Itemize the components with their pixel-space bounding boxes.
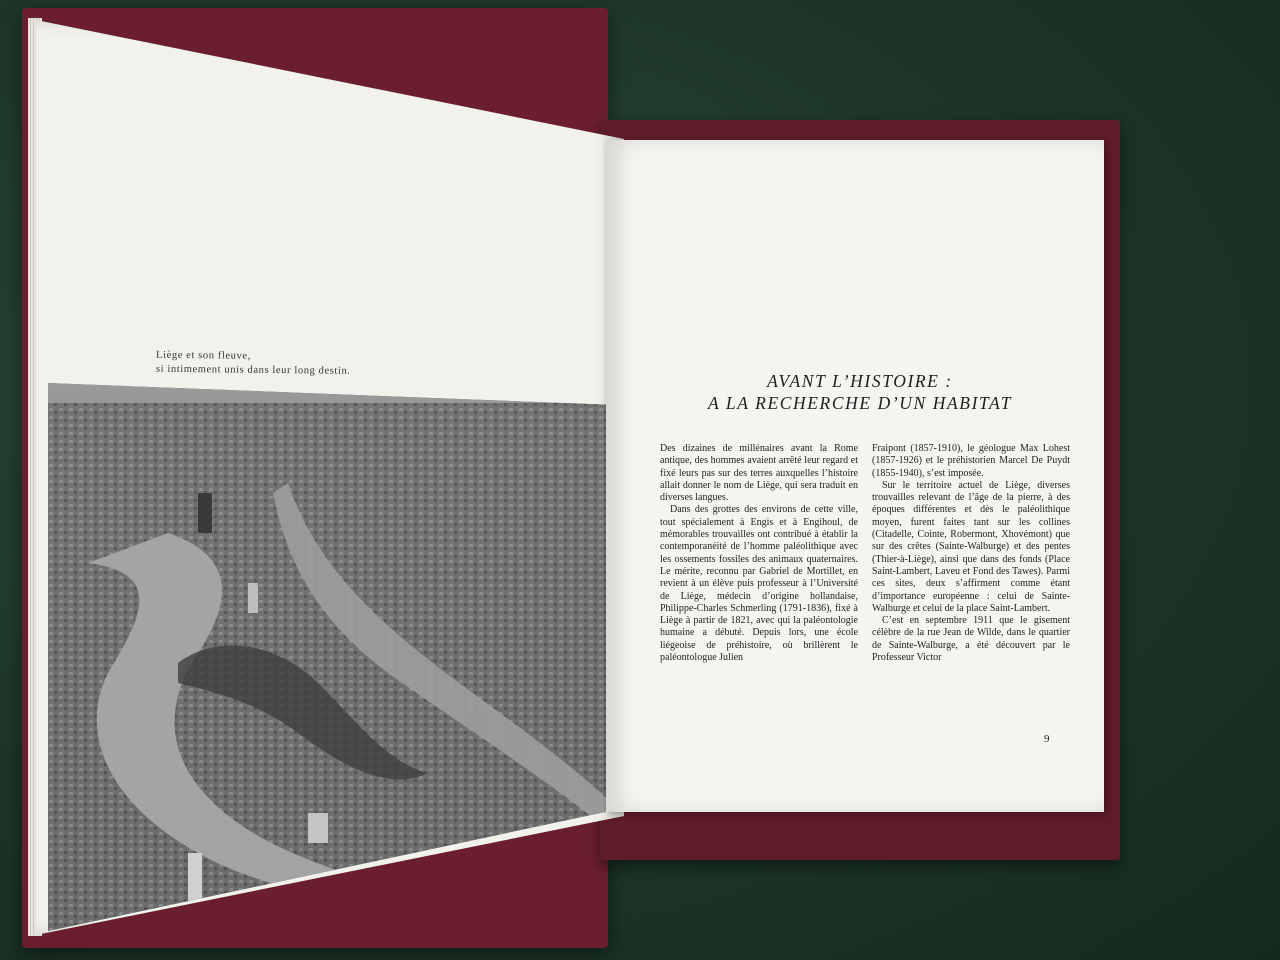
paragraph: Dans des grottes des environs de cette ville, tout spécialement à Engis et à Engihoul, de mémorables trouvailles ont contribué à établir la contemporanéité de l’homme paléolithique avec les ossements fossiles des animaux quaternaires. Le mérite, reconnu par Gabriel de Mortillet, en revient à un élève puis professeur à l’Université de Liège, médecin d’origine hollandaise, Philippe-Charles Schmerling (1791-1836), fixé à Liège à partir de 1821, avec qui la paléontologie humaine a débuté. Depuis lors, une école liégeoise de préhistoire, où brillèrent le paléontologue Julien: [660, 504, 858, 664]
paragraph: Sur le territoire actuel de Liège, diverses trouvailles relevant de l’âge de la pierre, à des époques différentes et dès le paléolithique moyen, furent faites tant sur les collines (Citadelle, Cointe, Robermont, Xhovémont) que sur des crêtes (Sainte-Walburge) et des pentes (Thier-à-Liège), ainsi que dans des fonds (Place Saint-Lambert, Laveu et Fond des Tawes). Parmi ces sites, deux s’affirment comme étant d’importance européenne : celui de Sainte-Walburge et celui de la place Saint-Lambert.: [872, 479, 1070, 614]
chapter-title-line: AVANT L’HISTOIRE :: [767, 371, 953, 391]
text-column-left: [660, 443, 858, 664]
photo-caption: [156, 349, 396, 380]
caption-line: Liège et son fleuve,: [156, 349, 251, 362]
chapter-title-line: A LA RECHERCHE D’UN HABITAT: [707, 393, 1013, 413]
chapter-title: [650, 370, 1070, 414]
paragraph: Fraipont (1857-1910), le géologue Max Lohest (1857-1926) et le préhistorien Marcel De Puydt (1855-1940), s’est imposée.: [872, 443, 1070, 479]
page-number: 9: [1044, 733, 1050, 745]
text-column-right: [872, 443, 1070, 664]
caption-line: si intimement unis dans leur long destin.: [155, 363, 351, 377]
paragraph: Des dizaines de millénaires avant la Rome antique, des hommes avaient arrêté leur regard et fixé leurs pas sur des terres auxquelles l’histoire allait donner le nom de Liège, qui sera traduit en diverses langues.: [660, 443, 858, 504]
paragraph: C’est en septembre 1911 que le gisement célèbre de la rue Jean de Wilde, dans le quartier de Sainte-Walburge, a été découvert par le Professeur Victor: [872, 615, 1070, 664]
